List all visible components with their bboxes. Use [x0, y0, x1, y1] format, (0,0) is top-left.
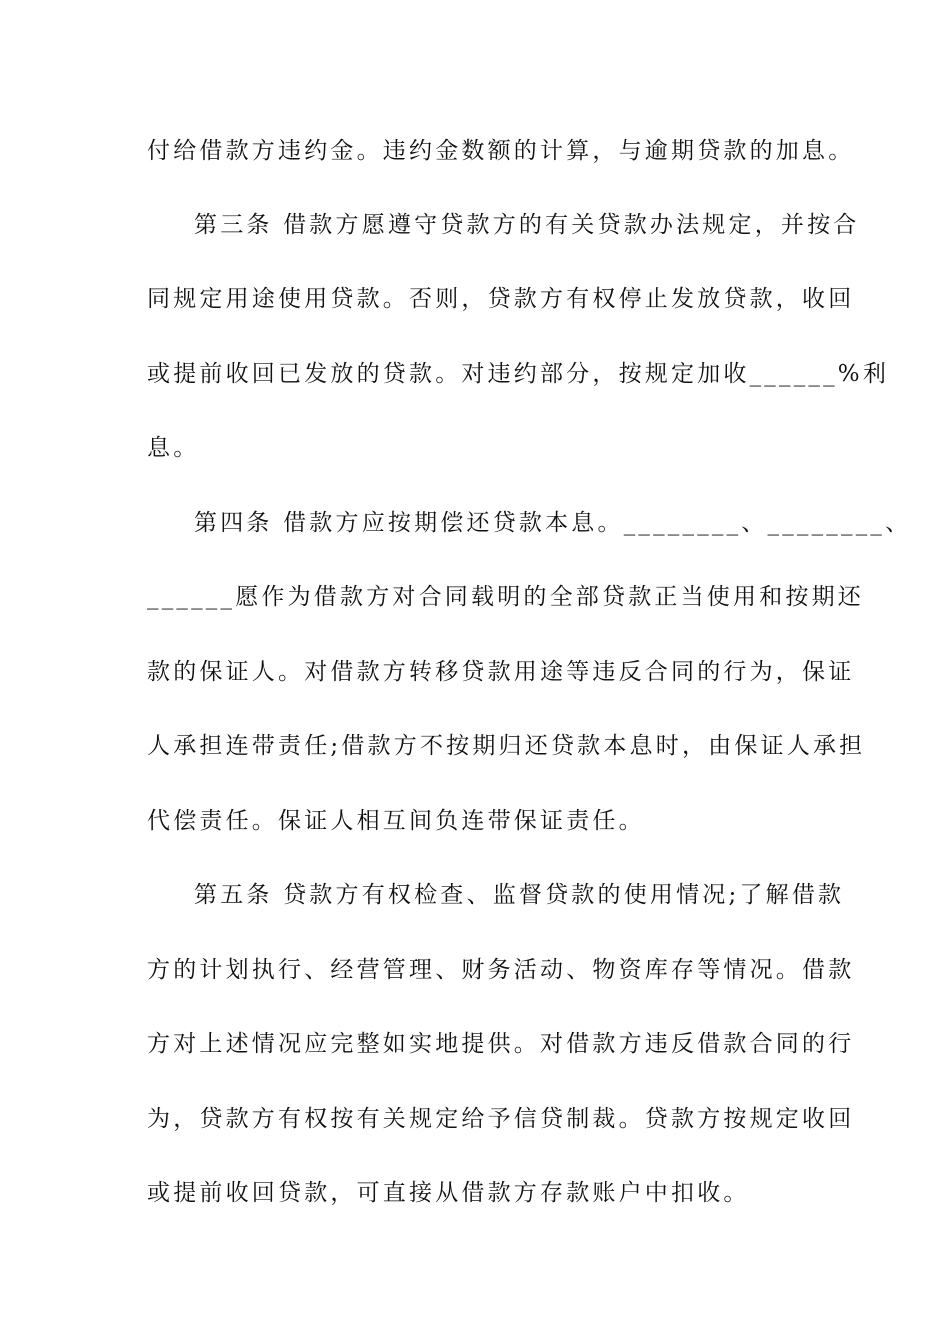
text-line: 付给借款方违约金。违约金数额的计算，与逾期贷款的加息。 — [147, 138, 855, 164]
text-line: 同规定用途使用贷款。否则，贷款方有权停止发放贷款，收回 — [147, 286, 855, 312]
article-3-heading-line: 第三条 借款方愿遵守贷款方的有关贷款办法规定，并按合 — [194, 212, 860, 238]
text-line: 为，贷款方有权按有关规定给予信贷制裁。贷款方按规定收回 — [147, 1106, 855, 1132]
article-5-heading-line: 第五条 贷款方有权检查、监督贷款的使用情况;了解借款 — [194, 882, 845, 908]
text-line: 代偿责任。保证人相互间负连带保证责任。 — [147, 808, 645, 834]
text-line: ______愿作为借款方对合同载明的全部贷款正当使用和按期还 — [147, 584, 864, 610]
text-line: 款的保证人。对借款方转移贷款用途等违反合同的行为，保证 — [147, 659, 855, 685]
text-line: 方的计划执行、经营管理、财务活动、物资库存等情况。借款 — [147, 957, 855, 983]
text-line: 人承担连带责任;借款方不按期归还贷款本息时，由保证人承担 — [147, 733, 866, 759]
text-line: 方对上述情况应完整如实地提供。对借款方违反借款合同的行 — [147, 1031, 855, 1057]
text-line: 或提前收回已发放的贷款。对违约部分，按规定加收______%利 — [147, 361, 890, 387]
text-line: 或提前收回贷款，可直接从借款方存款账户中扣收。 — [147, 1180, 750, 1206]
article-4-heading-line: 第四条 借款方应按期偿还贷款本息。________、________、 — [194, 510, 912, 536]
text-line: 息。 — [147, 435, 200, 461]
